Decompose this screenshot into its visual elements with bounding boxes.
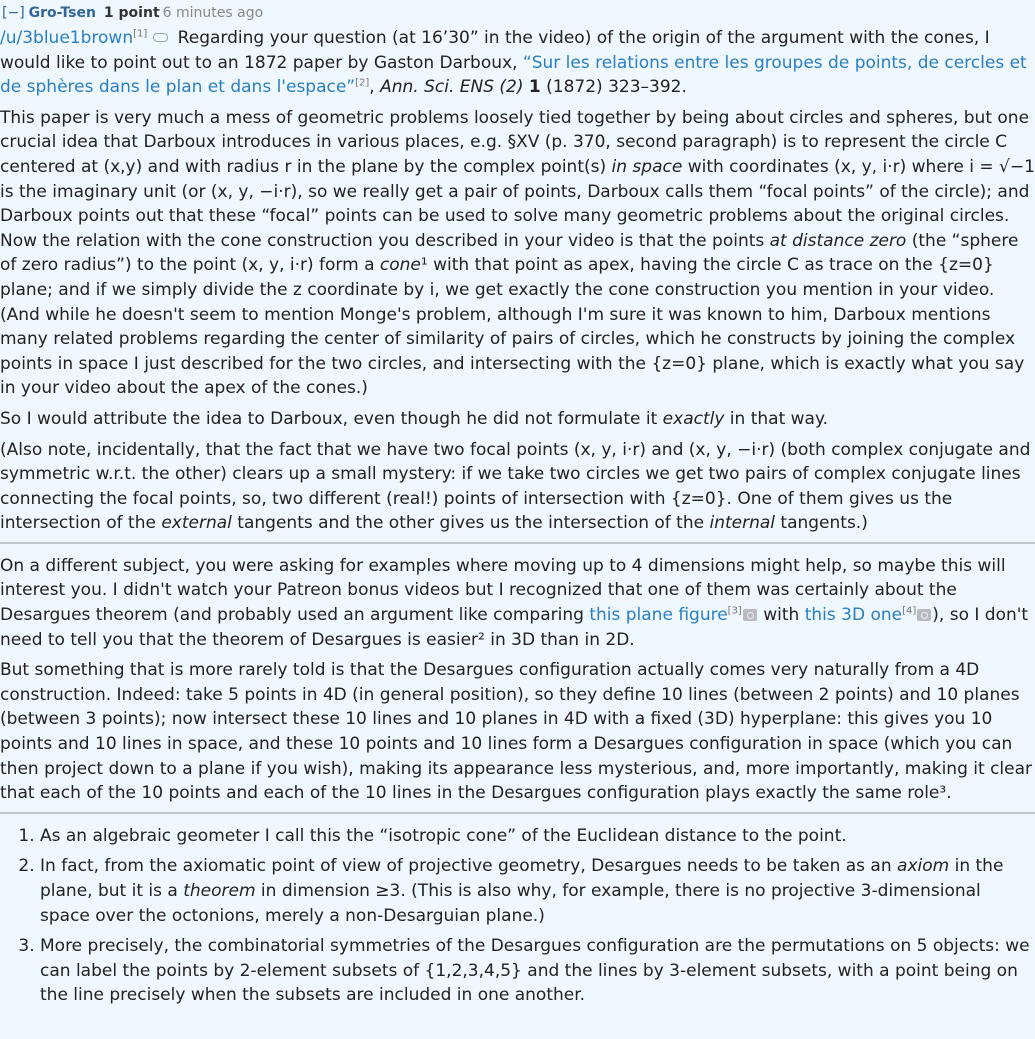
plane-figure-link[interactable]: this plane figure <box>589 605 728 626</box>
comment-tagline <box>0 4 1035 22</box>
paper-link[interactable]: “Sur les relations entre les groupes de points, de cercles et de sphères dans le plan et dans l'espace” <box>0 52 1027 98</box>
ref-1: [1] <box>133 28 148 40</box>
score: 1 point <box>103 5 160 21</box>
journal-volume: 1 <box>528 77 541 98</box>
footnote-2: 2. In fact, from the axiomatic point of view of projective geometry, Desargues needs to be taken as an axiom in the plane, but it is a theorem in dimension ≥3. (This is also why, for example, there is no projective 3-dimensional space over the octonions, merely a non-Desarguian plane.) <box>40 854 1035 928</box>
3d-figure-link[interactable]: this 3D one <box>804 605 903 626</box>
ref-2: [2] <box>355 77 370 89</box>
tag-icon <box>153 33 168 42</box>
paragraph-6: But something that is more rarely told is that the Desargues configuration actually comes very naturally from a 4D construction. Indeed: take 5 points in 4D (in general position), so they define 10 lines (between 2 points) and 10 planes (between 3 points); now intersect these 10 lines and 10 planes in 4D with a fixed (3D) hyperplane: this gives you 10 points and 10 lines in space, and these 10 points and 10 lines form a Desargues configuration in space (which you can then project down to a plane if you wish), making its appearance less mysterious, and, more importantly, making it clear that each of the 10 points and each of the 10 lines in the Desargues configuration plays exactly the same role³. <box>0 660 1033 804</box>
timestamp: 6 minutes ago <box>162 5 264 21</box>
collapse-toggle[interactable]: [−] <box>2 5 25 21</box>
paragraph-5: On a different subject, you were asking for examples where moving up to 4 dimensions might help, so maybe this will interest you. I didn't watch your Patreon bonus videos but I recognized that one of them was certainly about the Desargues theorem (and probably used an argument like comparing this plane figure[3] with this 3D one[4] ), so I don't need to tell you that the theorem of Desargues is easier² in 3D than in 2D. <box>0 555 1029 650</box>
screenshot-icon[interactable] <box>917 609 931 621</box>
divider-2 <box>0 812 1035 814</box>
comment-body <box>0 26 1035 1008</box>
author-link[interactable]: Gro-Tsen <box>28 5 96 21</box>
screenshot-icon[interactable] <box>743 609 757 621</box>
paragraph-2: This paper is very much a mess of geometric problems loosely tied together by being about circles and spheres, but one crucial idea that Darboux introduces in various places, e.g. §XV (p. 370, second paragraph) is to represent the circle C centered at (x,y) and with radius r in the plane by the complex point(s) in space with coordinates (x, y, i·r) where i = √−1 is the imaginary unit (or (x, y, −i·r), so we really get a pair of points, Darboux calls them “focal points” of the circle); and Darboux points out that these “focal” points can be used to solve many geometric problems about the original circles. Now the relation with the cone construction you described in your video is that the points at distance zero (the “sphere of zero radius”) to the point (x, y, i·r) form a cone¹ with that point as apex, having the circle C as trace on the {z=0} plane; and if we simply divide the z coordinate by i, we get exactly the cone construction you mention in your video. (And while he doesn't seem to mention Monge's problem, although I'm sure it was known to him, Darboux mentions many related problems regarding the center of similarity of pairs of circles, which he constructs by joining the complex points in space I just described for the two circles, and intersecting with the {z=0} plane, which is exactly what you say in your video about the apex of the cones.) <box>0 107 1035 399</box>
user-link[interactable]: /u/3blue1brown <box>0 28 134 48</box>
footnote-1: 1. As an algebraic geometer I call this the “isotropic cone” of the Euclidean distance to the point. <box>40 824 1035 849</box>
footnote-3: 3. More precisely, the combinatorial symmetries of the Desargues configuration are the permutations on 5 objects: we can label the points by 2-element subsets of {1,2,3,4,5} and the lines by 3-element subsets, with a point being on the line precisely when the subsets are included in one another. <box>40 934 1035 1008</box>
divider-1 <box>0 542 1035 544</box>
paragraph-1: /u/3blue1brown[1] Regarding your question (at 16’30” in the video) of the origin of the argument with the cones, I would like to point out to an 1872 paper by Gaston Darboux, “Sur les relations entre les groupes de points, de cercles et de sphères dans le plan et dans l'espace”[2], Ann. Sci. ENS (2) 1 (1872) 323–392. <box>0 28 1027 98</box>
paragraph-4: (Also note, incidentally, that the fact that we have two focal points (x, y, i·r) and (x, y, −i·r) (both complex conjugate and symmetric w.r.t. the other) clears up a small mystery: if we take two circles we get two pairs of complex conjugate lines connecting the focal points, so, two different (real!) points of intersection with {z=0}. One of them gives us the intersection of the external tangents and the other gives us the intersection of the internal tangents.) <box>0 439 1031 534</box>
footnotes-list <box>0 824 1035 1008</box>
journal-name: Ann. Sci. ENS (2) <box>380 77 524 98</box>
paragraph-3: So I would attribute the idea to Darboux, even though he did not formulate it exactly in that way. <box>0 408 828 429</box>
